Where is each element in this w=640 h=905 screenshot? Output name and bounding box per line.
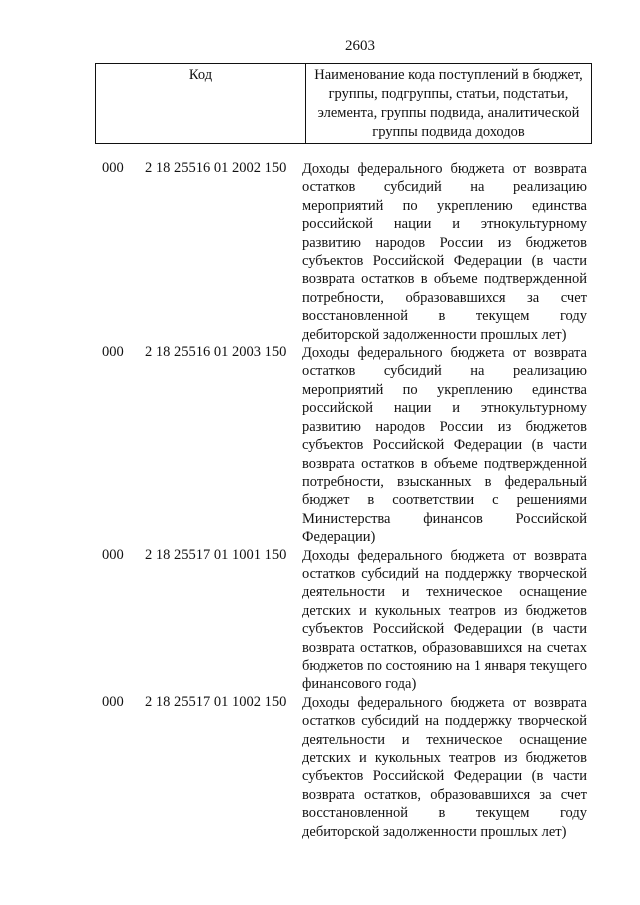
revenue-code: 2 18 25516 01 2002 150 [145,160,287,176]
code-row [0,694,640,841]
admin-code: 000 [102,693,124,710]
admin-code: 000 [102,546,124,563]
revenue-description: Доходы федерального бюджета от возврата остатков субсидий на реализацию мероприятий по укреплению единства российской нации и этнокультурному развитию народов России из бюджетов субъектов Российской Федерации (в части возврата остатков в объеме подтвержденной потребности, взысканных в федеральный бюджет в соответствии с решениями Министерства финансов Российской Федерации) [302,345,587,546]
header-row [96,64,592,144]
admin-code: 000 [102,160,124,176]
code-row [0,344,640,546]
code-list [0,160,640,841]
revenue-description: Доходы федерального бюджета от возврата остатков субсидий на реализацию мероприятий по укреплению единства российской нации и этнокультурному развитию народов России из бюджетов субъектов Российской Федерации (в части возврата остатков в объеме подтвержденной потребности, образовавшихся за счет восстановленной в текущем году дебиторской задолженности прошлых лет) [302,161,587,343]
header-table [95,63,592,144]
admin-code: 000 [102,344,124,361]
code-row [0,547,640,694]
page-number: 2603 [345,38,375,54]
header-code-cell: Код [96,64,306,144]
revenue-description: Доходы федерального бюджета от возврата остатков субсидий на поддержку творческой деятельности и техническое оснащение детских и кукольных театров из бюджетов субъектов Российской Федерации (в части возврата остатков, образовавшихся на счетах бюджетов по состоянию на 1 января текущего финансового года) [302,547,587,693]
code-row [0,160,640,344]
revenue-code: 2 18 25517 01 1001 150 [145,546,287,563]
revenue-code: 2 18 25517 01 1002 150 [145,693,287,710]
revenue-code: 2 18 25516 01 2003 150 [145,344,287,361]
revenue-description: Доходы федерального бюджета от возврата остатков субсидий на поддержку творческой деятельности и техническое оснащение детских и кукольных театров из бюджетов субъектов Российской Федерации (в части возврата остатков, образовавшихся за счет восстановленной в текущем году дебиторской задолженности прошлых лет) [302,694,587,840]
header-name-cell: Наименование кода поступлений в бюджет, группы, подгруппы, статьи, подстатьи, элемента, группы подвида, аналитической группы подвида доходов [306,64,592,144]
